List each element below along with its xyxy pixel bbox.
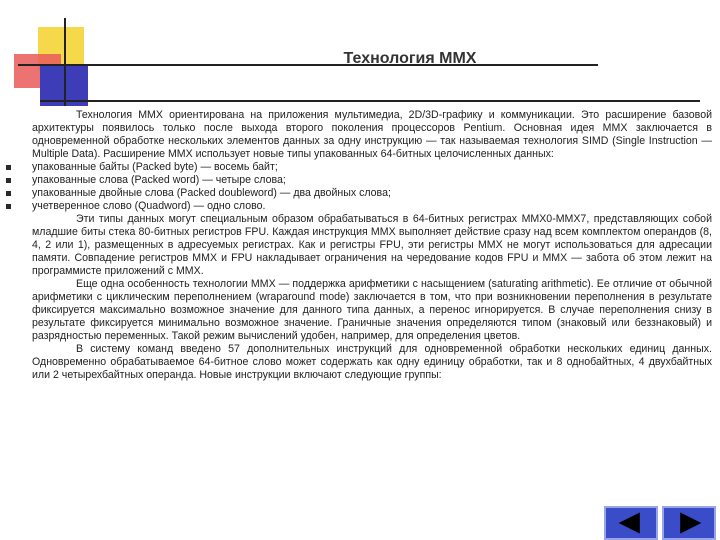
next-slide-button[interactable] <box>662 506 716 540</box>
triangle-left-icon <box>606 508 656 538</box>
list-item <box>32 174 712 187</box>
decor-bottom-rule <box>40 100 700 102</box>
bullet-icon <box>6 191 11 196</box>
list-item-text: учетверенное слово (Quadword) — одно слово. <box>32 200 266 212</box>
list-item-text: упакованные двойные слова (Packed doubleword) — два двойных слова; <box>32 187 391 199</box>
bullet-icon <box>6 204 11 209</box>
list-item-text: упакованные байты (Packed byte) — восемь байт; <box>32 161 278 173</box>
bullet-icon <box>6 178 11 183</box>
decor-vertical-line <box>64 18 66 106</box>
bullet-icon <box>6 165 11 170</box>
body-paragraph: В систему команд введено 57 дополнительных инструкций для одновременной обработки нескольких единиц данных. Одновременно обрабатываемое 64-битное слово может содержать как одну единицу обработки, так и 8 однобайтных, 4 двухбайтных или 2 четырехбайтных операнда. Новые инструкции включают следующие группы: <box>32 343 712 381</box>
slide-body <box>32 109 712 382</box>
list-item <box>32 187 712 200</box>
bullet-list <box>32 161 712 213</box>
slide-title: Технология ММХ <box>343 50 477 67</box>
previous-slide-button[interactable] <box>604 506 658 540</box>
list-item-text: упакованные слова (Packed word) — четыре слова; <box>32 174 286 186</box>
intro-paragraph: Технология MMX ориентирована на приложения мультимедиа, 2D/3D-графику и коммуникации. Это расширение базовой архитектуры появилось только после выхода второго поколения процессоров Pentium. Основная идея MMX заключается в одновременной обработке нескольких элементов данных за одну инструкцию — так называемая технология SIMD (Single Instruction — Multiple Data). Расширение MMX использует новые типы упакованных 64-битных целочисленных данных: <box>32 109 712 160</box>
body-paragraph: Эти типы данных могут специальным образом обрабатываться в 64-битных регистрах MMX0-MMX7, представляющих собой младшие биты стека 80-битных регистров FPU. Каждая инструкция MMX выполняет действие сразу над всем комплектом операндов (8, 4, 2 или 1), размещенных в адресуемых регистрах. Как и регистры FPU, эти регистры MMX не могут использоваться для адресации памяти. Совпадение регистров MMX и FPU накладывает ограничения на чередование кодов FPU и MMX — забота об этом лежит на программисте приложений с MMX. <box>32 213 712 277</box>
list-item <box>32 161 712 174</box>
triangle-right-icon <box>664 508 714 538</box>
list-item <box>32 200 712 213</box>
body-paragraph: Еще одна особенность технологии MMX — поддержка арифметики с насыщением (saturating arithmetic). Ее отличие от обычной арифметики с циклическим переполнением (wraparound mode) заключается в том, что при возникновении переполнения в результате фиксируется максимально возможное значение для данного типа данных, а перенос игнорируется. В случае переполнения снизу в результате фиксируется минимально возможное значение. Граничные значения определяются типом (знаковый или беззнаковый) и разрядностью переменных. Такой режим вычислений удобен, например, для определения цветов. <box>32 278 712 342</box>
